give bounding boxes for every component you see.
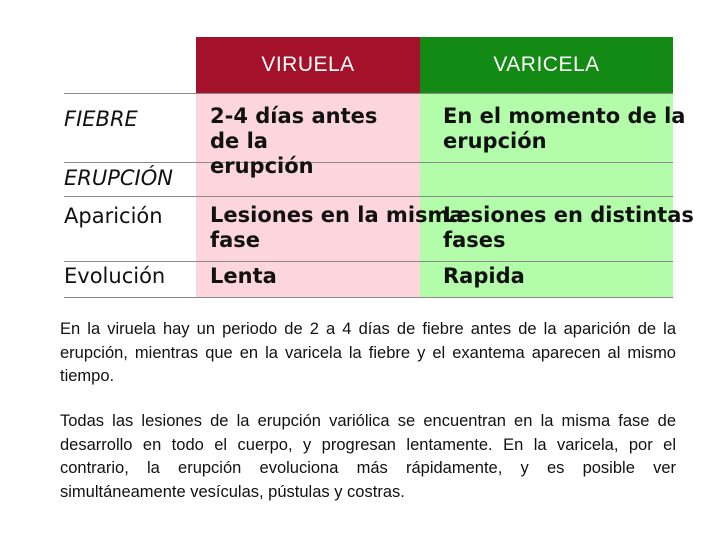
cell-aparicion-viruela: Lesiones en la misma fase [210, 203, 464, 252]
row-divider [64, 93, 673, 94]
cell-fiebre-varicela: En el momento de la erupción [443, 104, 686, 153]
row-label-evolucion: Evolución [64, 264, 166, 288]
row-divider [64, 261, 673, 262]
cell-aparicion-varicela: Lesiones en distintas fases [443, 203, 694, 252]
row-divider [64, 196, 673, 197]
paragraph-lesiones: Todas las lesiones de la erupción variólica se encuentran en la misma fase de desarrollo en todo el cuerpo, y progresan lentamente. En la varicela, por el contrario, la erupción evoluciona más rápidamente, y es posible ver simultáneamente vesículas, pústulas y costras. [60, 412, 676, 501]
cell-evolucion-varicela: Rapida [443, 264, 525, 288]
cell-fiebre-viruela: 2-4 días antes de la erupción [210, 104, 378, 178]
header-viruela: VIRUELA [196, 37, 420, 93]
row-label-aparicion: Aparición [64, 204, 163, 228]
row-label-fiebre: FIEBRE [64, 107, 138, 131]
row-divider [64, 297, 673, 298]
header-varicela: VARICELA [420, 37, 673, 93]
cell-evolucion-viruela: Lenta [210, 264, 277, 288]
row-label-erupcion: ERUPCIÓN [64, 166, 173, 190]
paragraph-fiebre: En la viruela hay un periodo de 2 a 4 días de fiebre antes de la aparición de la erupción, mientras que en la varicela la fiebre y el exantema aparecen al mismo tiempo. [60, 320, 676, 385]
